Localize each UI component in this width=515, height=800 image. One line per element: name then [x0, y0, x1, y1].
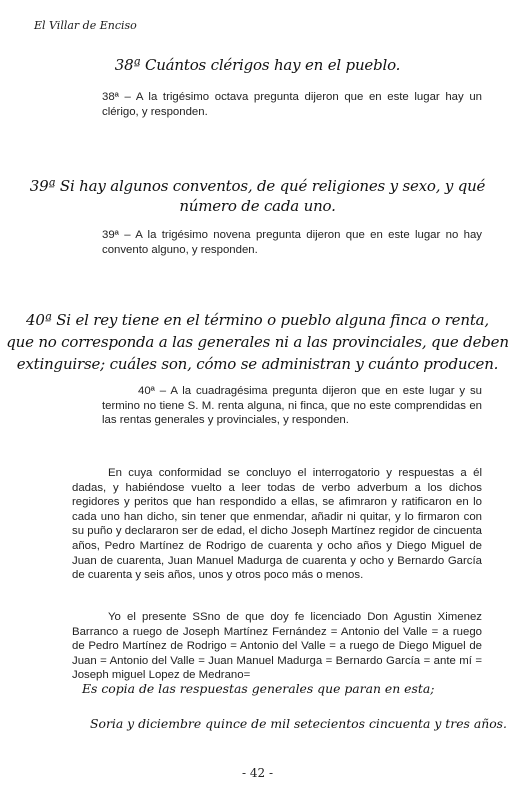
answer-40: 40ª – A la cuadragésima pregunta dijeron que en este lugar y su termino no tiene S. M. renta alguna, ni finca, que no este comprendidas en las rentas generales y provinciales, y responden. [102, 385, 482, 427]
question-40-heading-line-1: 40ª Si el rey tiene en el término o pueblo alguna finca o renta, [26, 311, 489, 329]
running-header: El Villar de Enciso [34, 19, 137, 32]
page-number: - 42 - [241, 766, 273, 780]
question-40-heading-line-2: que no corresponda a las generales ni a las provinciales, que deben [6, 333, 509, 351]
notary-paragraph: Yo el presente SSno de que doy fe licenciado Don Agustin Ximenez Barranco a ruego de Joseph Martínez Fernández = Antonio del Valle = a ruego de Pedro Martínez de Rodrigo = Antonio del Valle = a ruego de Diego Miguel de Juan = Antonio del Valle = Juan Manuel Madurga = Bernardo García = ante mí = Joseph miguel Lopez de Medrano= [72, 611, 482, 682]
question-38-heading: 38ª Cuántos clérigos hay en el pueblo. [114, 56, 401, 74]
closing-line-2: Soria y diciembre quince de mil setecientos cincuenta y tres años. [90, 716, 507, 731]
closing-line-1: Es copia de las respuestas generales que paran en esta; [82, 681, 435, 696]
question-40-heading-line-3: extinguirse; cuáles son, cómo se administran y cuánto producen. [16, 355, 499, 373]
answer-39: 39ª – A la trigésimo novena pregunta dijeron que en este lugar no hay convento alguno, y responden. [102, 229, 482, 256]
question-39-heading-line-2: número de cada uno. [179, 197, 336, 215]
question-39-heading-line-1: 39ª Si hay algunos conventos, de qué religiones y sexo, y qué [29, 177, 486, 195]
conformity-paragraph: En cuya conformidad se concluyo el interrogatorio y respuestas a él dadas, y habiéndose vuelto a leer todas de verbo adverbum a los dichos regidores y peritos que han respondido a ellas, se afimraron y ratificaron en lo cada uno han dicho, sin tener que enmendar, añadir ni quitar, y lo firmaron con su puño y declararon ser de edad, el dicho Joseph Martínez regidor de cincuenta años, Pedro Martínez de Rodrigo de cuarenta y ocho años y Diego Miguel de Juan de cuarenta, Juan Manuel Madurga de cuarenta y ocho y Bernardo García de cuarenta y seis años, unos y otros poco más o menos. [72, 467, 482, 582]
answer-38: 38ª – A la trigésimo octava pregunta dijeron que en este lugar hay un clérigo, y responden. [102, 91, 482, 118]
